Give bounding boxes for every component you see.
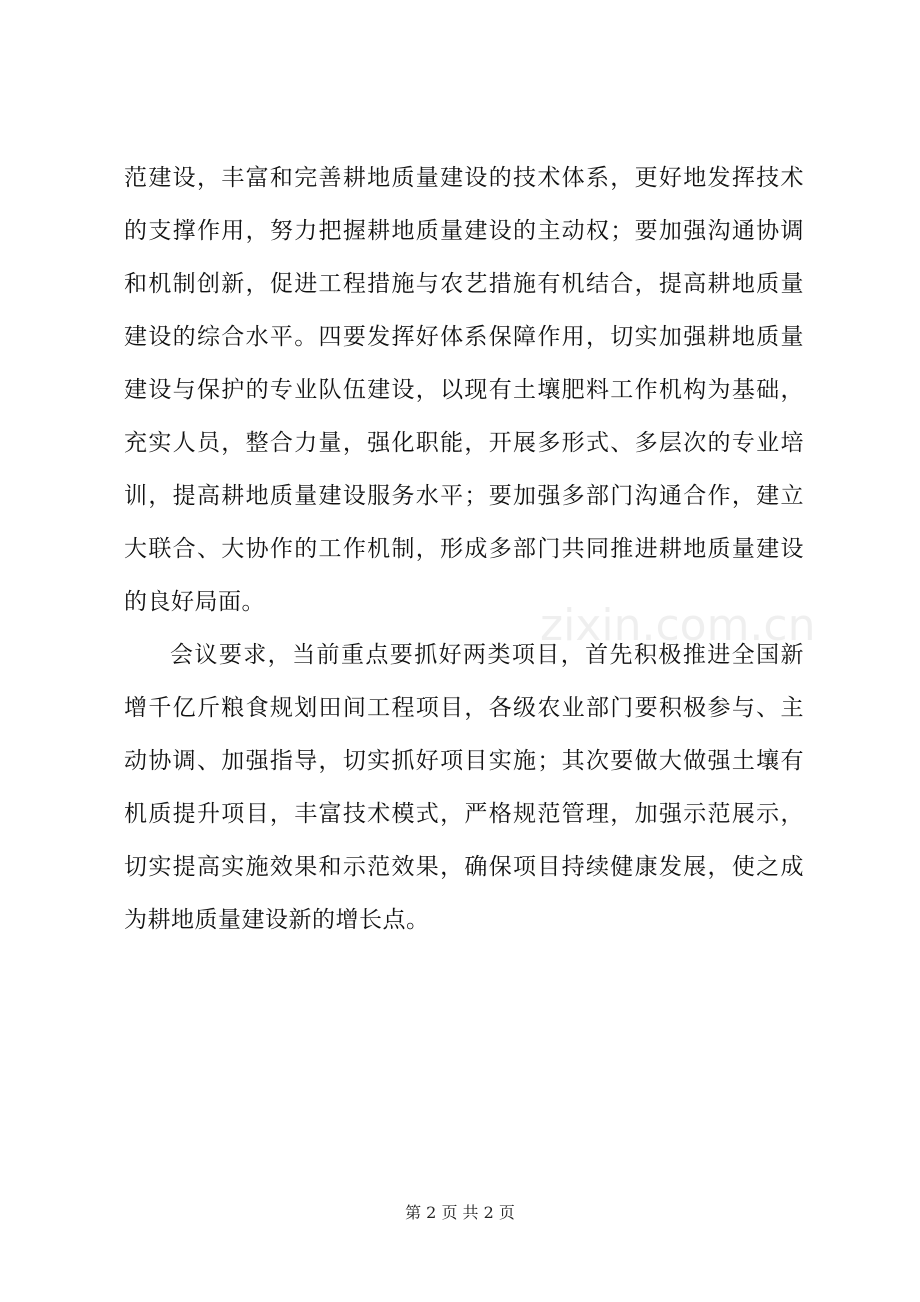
watermark: zixin.com.cn xyxy=(540,600,816,651)
text-line: 和机制创新，促进工程措施与农艺措施有机结合，提高耕地质量 xyxy=(124,271,804,297)
text-line: 机质提升项目，丰富技术模式，严格规范管理，加强示范展示， xyxy=(124,801,804,827)
text-line: 范建设，丰富和完善耕地质量建设的技术体系，更好地发挥技术 xyxy=(124,165,804,191)
page-footer xyxy=(0,1200,920,1223)
text-line: 训，提高耕地质量建设服务水平；要加强多部门沟通合作，建立 xyxy=(124,483,804,509)
text-line: 大联合、大协作的工作机制，形成多部门共同推进耕地质量建设 xyxy=(124,536,804,562)
text-line: 动协调、加强指导，切实抓好项目实施；其次要做大做强土壤有 xyxy=(124,748,804,774)
text-line: 切实提高实施效果和示范效果，确保项目持续健康发展，使之成 xyxy=(124,854,804,880)
text-line: 建设与保护的专业队伍建设，以现有土壤肥料工作机构为基础， xyxy=(124,377,804,403)
text-line: 建设的综合水平。四要发挥好体系保障作用，切实加强耕地质量 xyxy=(124,324,804,350)
paragraph-2 xyxy=(124,629,804,947)
text-line: 的支撑作用，努力把握耕地质量建设的主动权；要加强沟通协调 xyxy=(124,218,804,244)
page-number-label: 第 2 页 共 2 页 xyxy=(405,1203,515,1222)
text-line: 增千亿斤粮食规划田间工程项目，各级农业部门要积极参与、主 xyxy=(124,695,804,721)
body-text xyxy=(124,152,816,947)
text-line: 的良好局面。 xyxy=(124,589,265,615)
text-line: 会议要求，当前重点要抓好两类项目，首先积极推进全国新 xyxy=(170,642,804,668)
text-line: 充实人员，整合力量，强化职能，开展多形式、多层次的专业培 xyxy=(124,430,804,456)
paragraph-1 xyxy=(124,152,804,629)
text-line: 为耕地质量建设新的增长点。 xyxy=(124,907,430,933)
